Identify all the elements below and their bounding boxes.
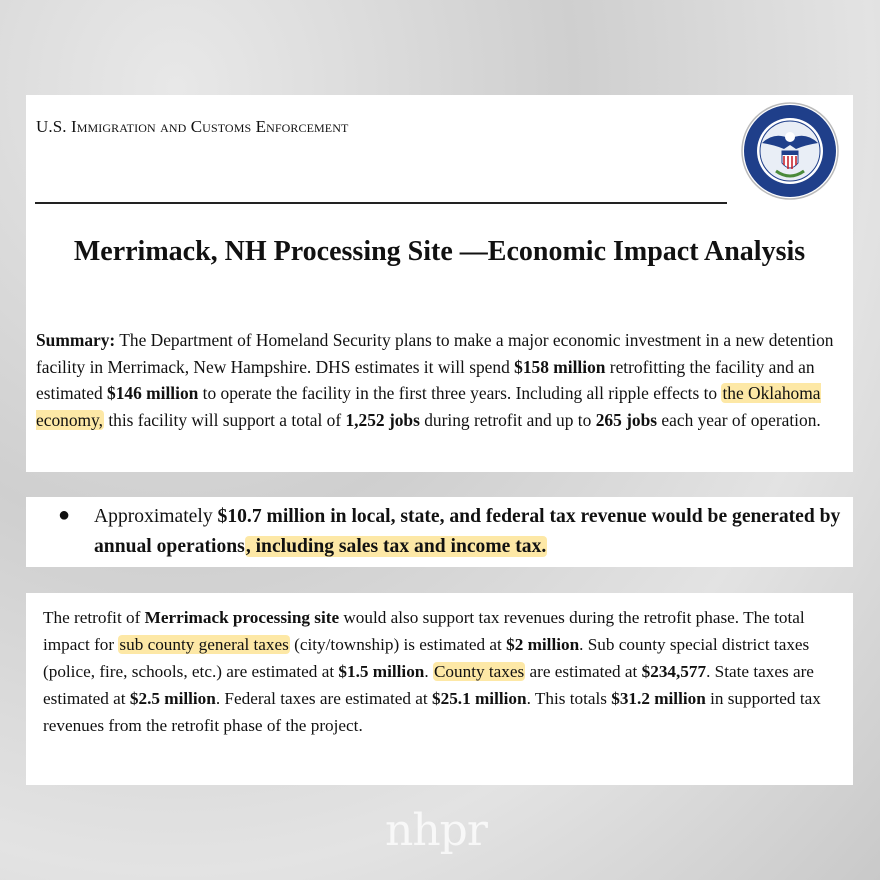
- bold-figure: $2.5 million: [129, 689, 216, 708]
- bold-figure: $1.5 million: [338, 662, 425, 681]
- text: are estimated at: [525, 662, 642, 681]
- text: The retrofit of: [43, 608, 145, 627]
- header-divider: [35, 202, 727, 204]
- text: The Department of Homeland Security plans to make a major economic investment in a new detention facility in Merrimack, New Hampshire. DHS estimates it will spend: [36, 330, 834, 377]
- text: would also support tax revenues during the retrofit phase. The total impact for: [43, 608, 805, 654]
- document-title: Merrimack, NH Processing Site —Economic Impact Analysis: [73, 236, 806, 267]
- text: Approximately: [94, 506, 218, 527]
- text: this facility will support a total of: [103, 409, 346, 430]
- text: during retrofit and up to: [419, 409, 596, 430]
- highlighted-text: , including sales tax and income tax.: [245, 536, 547, 557]
- bold-figure: $25.1 million: [432, 689, 527, 708]
- nhpr-watermark: nhpr: [385, 805, 487, 856]
- tax-revenue-bullet-card: [26, 497, 853, 567]
- summary-paragraph: [36, 327, 844, 433]
- bold-figure: $158 million: [514, 356, 606, 377]
- highlighted-text: sub county general taxes: [119, 635, 289, 654]
- bold-figure: $234,577: [641, 662, 707, 681]
- text: . Federal taxes are estimated at: [215, 689, 433, 708]
- bold-figure: $146 million: [107, 383, 199, 403]
- retrofit-tax-card: [26, 593, 853, 785]
- retrofit-paragraph: [43, 604, 843, 739]
- text: . State taxes are estimated at: [43, 662, 814, 708]
- bold-text: Merrimack processing site: [144, 608, 340, 627]
- text: each year of operation.: [657, 409, 821, 430]
- text: . Sub county special district taxes (police, fire, schools, etc.) are estimated at: [43, 635, 810, 681]
- summary-label: Summary:: [36, 330, 116, 350]
- dhs-seal-logo: [740, 101, 840, 201]
- agency-name: U.S. Immigration and Customs Enforcement: [36, 117, 349, 136]
- highlighted-text: the Oklahoma economy,: [36, 383, 821, 430]
- text: in supported tax revenues from the retrofit phase of the project.: [43, 689, 821, 735]
- bullet-icon: ●: [58, 504, 71, 526]
- bold-figure: 265 jobs: [595, 409, 658, 430]
- text: (city/township) is estimated at: [289, 635, 507, 654]
- bold-text: $10.7 million in local, state, and federal tax revenue would be generated by annual operations: [94, 506, 841, 557]
- text: retrofitting the facility and an estimated: [36, 356, 815, 403]
- bullet-text: [94, 502, 844, 562]
- document-header-card: [26, 95, 853, 472]
- text: to operate the facility in the first three years. Including all ripple effects to: [198, 383, 722, 403]
- bold-figure: $2 million: [506, 635, 580, 654]
- text: .: [424, 662, 433, 681]
- bold-figure: $31.2 million: [611, 689, 706, 708]
- text: . This totals: [526, 689, 612, 708]
- highlighted-text: County taxes: [433, 662, 525, 681]
- bold-figure: 1,252 jobs: [345, 409, 420, 430]
